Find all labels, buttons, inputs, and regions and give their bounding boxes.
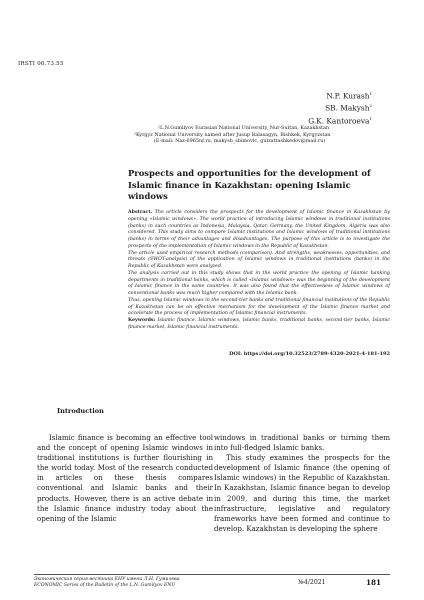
- body-column-left: [37, 433, 213, 524]
- affiliation-line: ¹L.N.Gumilyov Eurasian National University, Nur-Sultan, Kazakhstan: [158, 125, 330, 131]
- issue-number: №4/2021: [298, 579, 326, 586]
- abstract-block: [128, 210, 390, 332]
- abstract-paragraph: Abstract. The article considers the prospects for the development of Islamic finance in Kazakhstan by opening «Islamic windows». The world practice of introducing Islamic windows in traditional institutions (banks) in such countries as Indonesia, Malaysia, Qatar, Germany, the United Kingdom, Algeria was also considered. This study aims to compare Islamic institutions and Islamic windows of traditional institutions (banks) in terms of their advantages and disadvantages. The purpose of this article is to investigate the prospects of the implementation of Islamic windows in the Republic of Kazakhstan.: [128, 210, 390, 249]
- author-name: SB. Makysh$^2$: [325, 103, 372, 113]
- body-paragraph: This study examines the prospects for the development of Islamic finance (the opening of Islamic windows) in the Republic of Kazakhstan. In Kazakhstan, Islamic finance began to develop in 2009, and during this time, the market infrastructure, legislative and regulatory frameworks have been formed and continue to develop. Kazakhstan is developing the sphere: [214, 453, 390, 533]
- affiliations: [134, 125, 386, 145]
- abstract-paragraph: Thus, opening Islamic windows in the second-tier banks and traditional financial institutions of the Republic of Kazakhstan can be an effective mechanism for the development of the Islamic finance market and accelerate the process of implementation of Islamic financial instruments.: [128, 297, 390, 317]
- page-number: 181: [366, 578, 382, 587]
- body-paragraph: windows in traditional banks or turning them into full-fledged Islamic banks.: [214, 433, 390, 453]
- keywords: Keywords: Islamic finance, Islamic windows, Islamic banks, traditional banks, second-tier banks, Islamic finance market, Islamic financial instruments.: [128, 318, 390, 330]
- abstract-paragraph: The analysis carried out in this study shows that in the world practice the opening of Islamic banking departments in traditional banks, which is called «Islamic windows» was the beginning of the development of Islamic finance in the same countries. It was also found that the effectiveness of Islamic windows of conventional banks was much higher compared with the Islamic bank.: [128, 270, 390, 296]
- journal-name-en: ECONOMIC Series of the Bulletin of the L.N. Gumilyov ENU: [34, 583, 176, 589]
- abstract-paragraph: The article used empirical research methods (comparison). And strengths, weaknesses, opportunities, and threats (SWOT-analysis) of the application of Islamic windows in traditional institutions (banks) in the Republic of Kazakhstan were analyzed.: [128, 250, 390, 269]
- section-heading-introduction: Introduction: [57, 407, 104, 415]
- author-name: N.P. Kurash$^1$: [326, 91, 372, 101]
- footer-divider: [34, 574, 390, 575]
- journal-name: [34, 577, 179, 589]
- keywords-label: Keywords:: [128, 318, 156, 323]
- article-title: Prospects and opportunities for the development of Islamic finance in Kazakhstan: opening Islamic windows: [128, 168, 371, 201]
- body-column-right: [214, 433, 390, 534]
- affiliation-line: ²Kyrgyz National University named after Jusup Balasagyn, Bishkek, Kyrgyzstan: [134, 131, 331, 138]
- affiliation-line: (E-mail: Naz-6965nf.ru, makysh_sbimovic, gulzattashkedov@mail.ru): [154, 138, 326, 145]
- journal-name-ru: Экономическая серия вестника ЕНУ имени Л.Н. Гумилева: [34, 577, 180, 582]
- abstract-label: Abstract.: [128, 210, 153, 215]
- author-name: G.K. Kantoroeva$^1$: [308, 115, 372, 126]
- body-paragraph: Islamic finance is becoming an effective tool and the concept of opening Islamic windows in traditional institutions is further flourishing in the world today. Most of the research conducted in articles on these thesis compares conventional and Islamic banks and their products. However, there is an active debate in the Islamic finance industry today about the opening of the Islamic: [37, 433, 213, 523]
- doi-link[interactable]: DOI: https://doi.org/10.32523/2789-4320-2021-4-181-192: [229, 351, 390, 357]
- author-list: [308, 89, 372, 126]
- irsti-code: IRSTI 06.73.55: [18, 61, 64, 67]
